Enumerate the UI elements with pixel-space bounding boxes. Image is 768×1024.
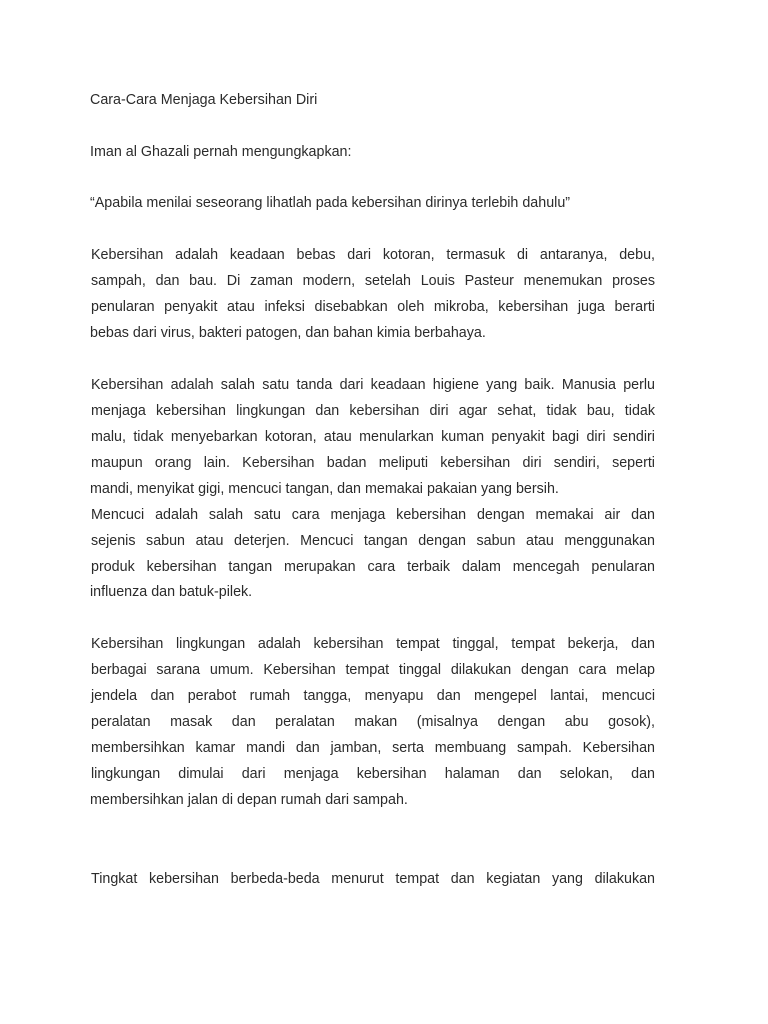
text-line: peralatan masak dan peralatan makan (misalnya dengan abu gosok),: [91, 714, 655, 730]
document-title: Cara-Cara Menjaga Kebersihan Diri: [90, 92, 318, 108]
text-line: sejenis sabun atau deterjen. Mencuci tangan dengan sabun atau menggunakan: [91, 533, 655, 549]
text-line: maupun orang lain. Kebersihan badan meliputi kebersihan diri sendiri, seperti: [91, 455, 655, 471]
text-line: malu, tidak menyebarkan kotoran, atau menularkan kuman penyakit bagi diri sendiri: [91, 429, 655, 445]
text-line: penularan penyakit atau infeksi disebabkan oleh mikroba, kebersihan juga berarti: [91, 299, 655, 315]
intro-line: Iman al Ghazali pernah mengungkapkan:: [90, 144, 352, 160]
text-line: mandi, menyikat gigi, mencuci tangan, dan memakai pakaian yang bersih.: [90, 481, 559, 497]
text-line: produk kebersihan tangan merupakan cara terbaik dalam mencegah penularan: [91, 559, 655, 575]
text-line: Kebersihan lingkungan adalah kebersihan tempat tinggal, tempat bekerja, dan: [91, 636, 655, 652]
quote-line: “Apabila menilai seseorang lihatlah pada kebersihan dirinya terlebih dahulu”: [90, 195, 571, 211]
text-line: sampah, dan bau. Di zaman modern, setelah Louis Pasteur menemukan proses: [91, 273, 655, 289]
text-line: membersihkan jalan di depan rumah dari sampah.: [90, 792, 408, 808]
text-line: Mencuci adalah salah satu cara menjaga kebersihan dengan memakai air dan: [91, 507, 655, 523]
text-line: influenza dan batuk-pilek.: [90, 584, 253, 600]
text-line: Kebersihan adalah keadaan bebas dari kotoran, termasuk di antaranya, debu,: [91, 247, 655, 263]
text-line: jendela dan perabot rumah tangga, menyapu dan mengepel lantai, mencuci: [91, 688, 655, 704]
text-line: Tingkat kebersihan berbeda-beda menurut tempat dan kegiatan yang dilakukan: [91, 871, 655, 887]
text-line: lingkungan dimulai dari menjaga kebersihan halaman dan selokan, dan: [91, 766, 655, 782]
text-line: berbagai sarana umum. Kebersihan tempat tinggal dilakukan dengan cara melap: [91, 662, 655, 678]
text-line: Kebersihan adalah salah satu tanda dari keadaan higiene yang baik. Manusia perlu: [91, 377, 655, 393]
text-line: menjaga kebersihan lingkungan dan kebersihan diri agar sehat, tidak bau, tidak: [91, 403, 655, 419]
text-line: bebas dari virus, bakteri patogen, dan bahan kimia berbahaya.: [90, 325, 486, 341]
text-line: membersihkan kamar mandi dan jamban, serta membuang sampah. Kebersihan: [91, 740, 655, 756]
